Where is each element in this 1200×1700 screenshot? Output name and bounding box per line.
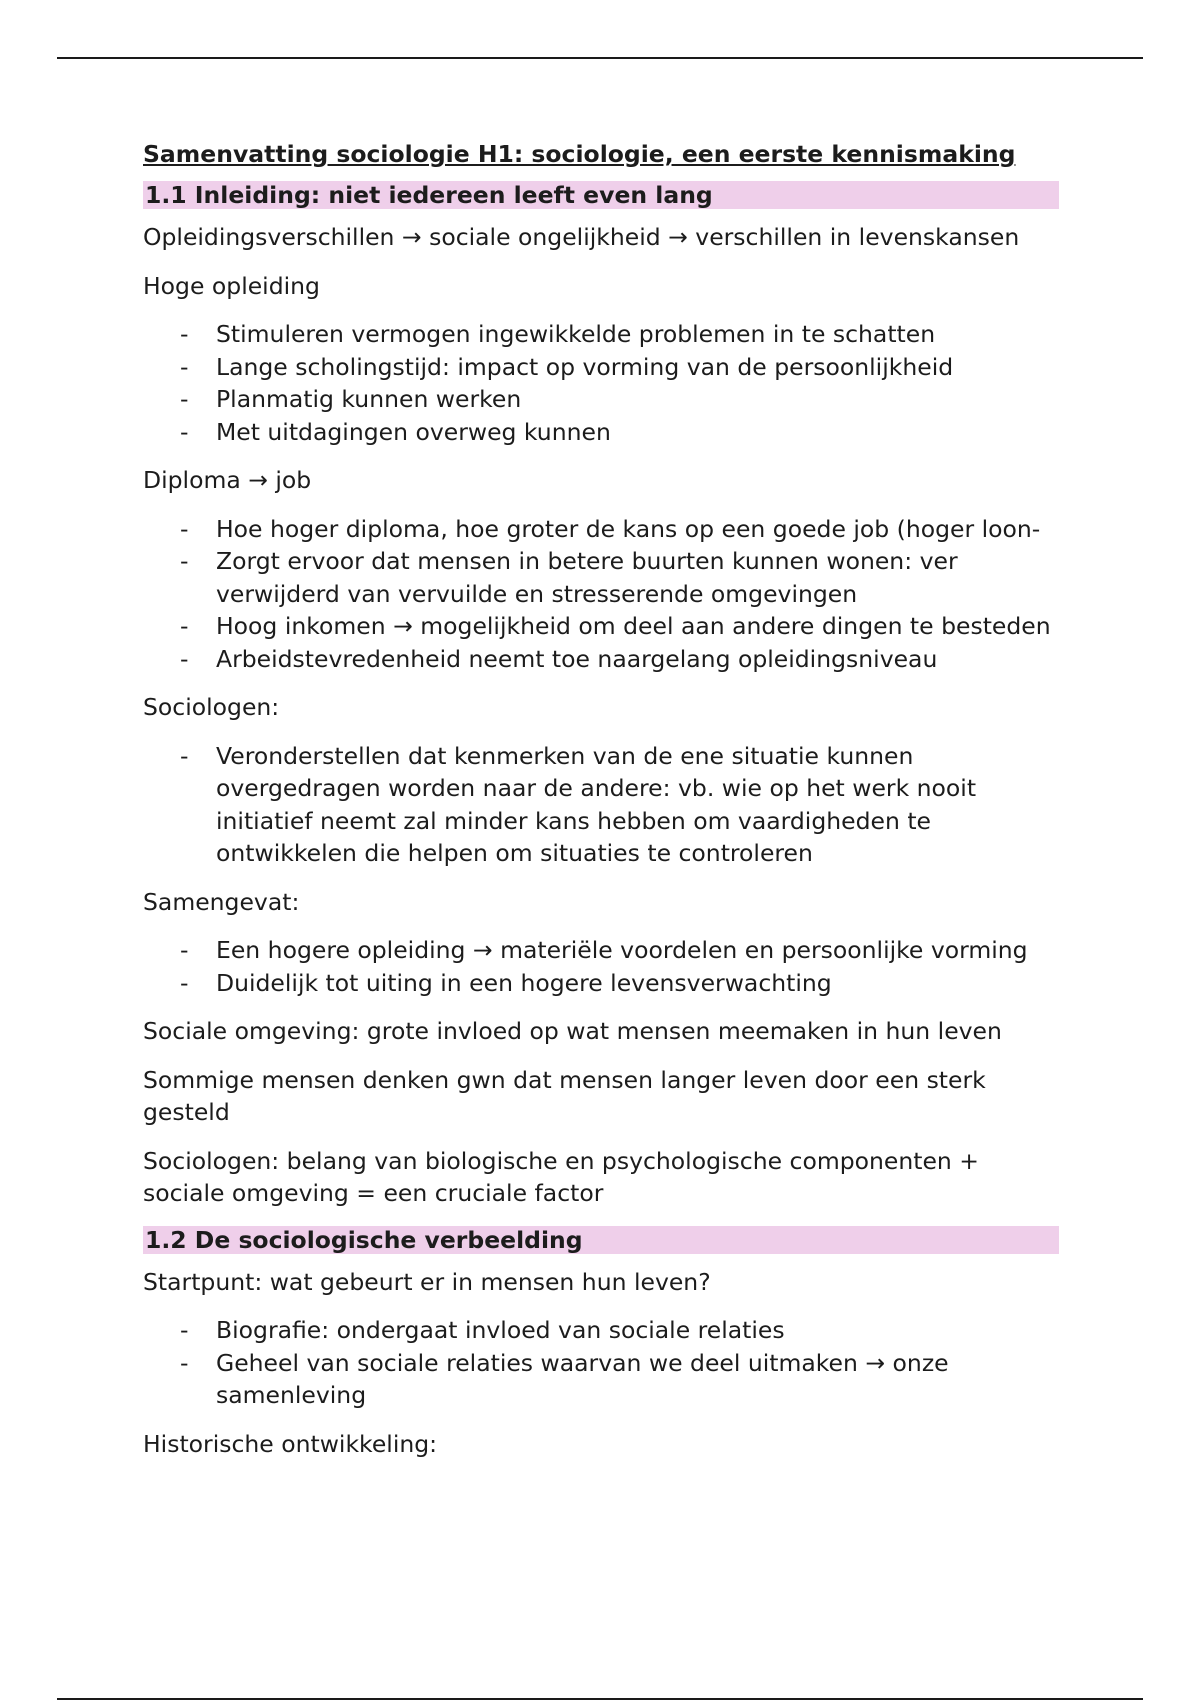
- list-samengevat: [143, 934, 1059, 999]
- list-item: - Hoog inkomen → mogelijkheid om deel aan andere dingen te besteden: [143, 610, 1059, 643]
- list-startpunt: [143, 1314, 1059, 1412]
- list-item: - Zorgt ervoor dat mensen in betere buurten kunnen wonen: ver verwijderd van vervuilde en stresserende omgevingen: [143, 545, 1059, 610]
- document-body: [143, 138, 1059, 1476]
- list-item: - Een hogere opleiding → materiële voordelen en persoonlijke vorming: [143, 934, 1059, 967]
- document-title: Samenvatting sociologie H1: sociologie, een eerste kennismaking: [143, 140, 1016, 168]
- header-rule: [57, 57, 1143, 59]
- list-item: - Arbeidstevredenheid neemt toe naargelang opleidingsniveau: [143, 643, 1059, 676]
- list-hoge-opleiding: [143, 318, 1059, 448]
- paragraph-diploma: Diploma → job: [143, 466, 312, 494]
- paragraph-sociale-omgeving: Sociale omgeving: grote invloed op wat mensen meemaken in hun leven: [143, 1017, 1002, 1045]
- list-sociologen: [143, 740, 1059, 870]
- section-heading-1-1: 1.1 Inleiding: niet iedereen leeft even lang: [143, 181, 1059, 209]
- list-item: - Biografie: ondergaat invloed van sociale relaties: [143, 1314, 1059, 1347]
- paragraph-opleidingsverschillen: Opleidingsverschillen → sociale ongelijkheid → verschillen in levenskansen: [143, 223, 1020, 251]
- list-item: - Stimuleren vermogen ingewikkelde problemen in te schatten: [143, 318, 1059, 351]
- list-item: - Duidelijk tot uiting in een hogere levensverwachting: [143, 967, 1059, 1000]
- paragraph-sociologen-belang: Sociologen: belang van biologische en psychologische componenten + sociale omgeving = een cruciale factor: [143, 1146, 979, 1207]
- paragraph-sommige-mensen: Sommige mensen denken gwn dat mensen langer leven door een sterk gesteld: [143, 1065, 986, 1126]
- list-diploma: [143, 513, 1059, 676]
- paragraph-hoge-opleiding: Hoge opleiding: [143, 271, 320, 300]
- list-item: - Met uitdagingen overweg kunnen: [143, 416, 1059, 449]
- list-item: - Planmatig kunnen werken: [143, 383, 1059, 416]
- list-item: - Geheel van sociale relaties waarvan we deel uitmaken → onze samenleving: [143, 1347, 1059, 1412]
- paragraph-startpunt: Startpunt: wat gebeurt er in mensen hun leven?: [143, 1267, 711, 1296]
- paragraph-historische-ontwikkeling: Historische ontwikkeling:: [143, 1429, 438, 1458]
- list-item: - Lange scholingstijd: impact op vorming van de persoonlijkheid: [143, 351, 1059, 384]
- paragraph-samengevat: Samengevat:: [143, 887, 300, 916]
- list-item: - Veronderstellen dat kenmerken van de ene situatie kunnen overgedragen worden naar de andere: vb. wie op het werk nooit initiatief neemt zal minder kans hebben om vaardigheden te ontwikkelen die helpen om situaties te controleren: [143, 740, 1059, 870]
- list-item: - Hoe hoger diploma, hoe groter de kans op een goede job (hoger loon-: [143, 513, 1059, 546]
- paragraph-sociologen: Sociologen:: [143, 693, 280, 721]
- section-heading-1-2: 1.2 De sociologische verbeelding: [143, 1226, 1059, 1254]
